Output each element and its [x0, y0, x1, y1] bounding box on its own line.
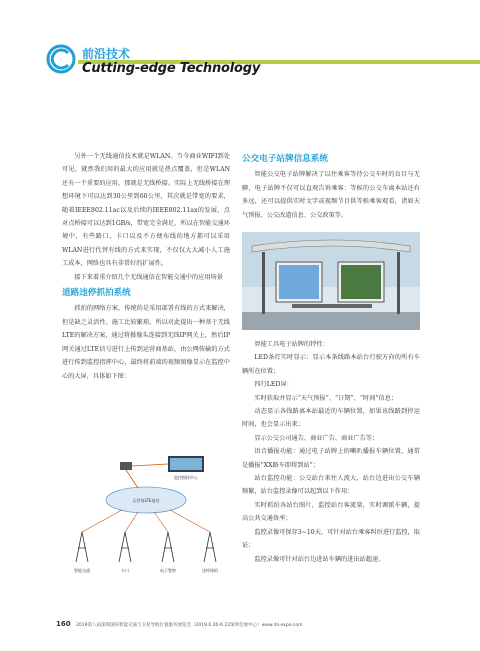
header-title-en: Cutting-edge Technology	[82, 61, 261, 76]
section-title-bus: 公交电子站牌信息系统	[242, 154, 328, 164]
parking-body: 抓拍的网络方案，传统的是采用部署有线的方式来解决，但是缺乏灵活性。施工比较繁琐，所以对此提出一种基于无线LTE的解决方案，通过将摄像头连接到无线IP网关上，然后IP网关通过LTE信号进行上传到运营商基站，由公网传输的方式进行传到监控指挥中心，最终将前端的视频图像显示在监控中心的大屏，具体如下图：	[62, 305, 230, 380]
left-column	[62, 150, 230, 383]
feature-item: 监控录像可针对站台边进站车辆的进出站超速、	[254, 555, 385, 563]
cloud-label: 运营商LTE基站	[132, 498, 160, 503]
page-footer	[56, 620, 303, 628]
page-number: 160	[56, 620, 71, 628]
right-column-bottom	[242, 338, 420, 566]
center-label: 监控指挥中心	[174, 475, 198, 480]
bus-stop-image	[242, 232, 420, 330]
node-label-4: 违停球机	[202, 568, 218, 573]
node-label-2: 卡口	[121, 568, 129, 573]
gateway-icon	[120, 462, 132, 470]
feature-item: 实时获取并显示“天气预报”、“日期”、“时间”信息；	[254, 394, 398, 402]
feature-item: 四行LED屏：	[254, 381, 293, 389]
feature-item: 监控录像可保存3~10天，可针对站台乘客纠纷进行监控，取证；	[242, 528, 420, 550]
feature-item: 语音播报功能：通过电子站牌上的喇叭播报车辆位置，通常是播报“XX路车即将到站”；	[242, 448, 420, 469]
intro-paragraph: 另外一个无线通信技术就是WLAN。当今商业WIFI到处可见，就然我们用的最大的应用就是热点覆盖，但是WLAN还有一个重要的应用，那就是无线桥接。实际上无线桥接在理想环境下可以达到30公里到60公里，其次就是带宽的要求，随着IEEE802.11ac以及后续的IEEE802.11ax的发展，点对点桥接可以达到1GB/s，带宽完全满足，所以在智能交通环境中，有些路口，卡口以及不方便布线的地方都可以采用WLAN进行代替有线的方式来实现，不仅仅大大减小人工施工成本，网络也具有非常好的扩展性。	[62, 153, 230, 268]
feature-item: 动态显示各线路离本站最近的车辆位置，如果该线路到停运时间，也会显示出来；	[242, 408, 420, 429]
feature-item: 站台监控功能：公交站台来往人流大，站台边进出公交车辆频繁，站台监控录像可以起到以下作用：	[242, 475, 420, 496]
monitor-center-icon	[168, 456, 204, 472]
footer-text: 2019第八届深圳国际智能交通与卫星导航位置服务展览会（2019.6.20-6.22深圳会展中心）www.its-expo.com	[76, 623, 303, 628]
tower-icon	[76, 532, 216, 562]
intro-paragraph-2: 接下来着重介绍几个无线通信在智能交通中的应用场景	[74, 273, 223, 281]
node-label-3: 电子警察	[160, 568, 176, 573]
section-title-parking: 道路违停抓拍系统	[62, 288, 131, 299]
bus-body: 智能公交电子站牌解决了以往乘客等待公交车时的盲目与无聊，电子站牌不仅可以直观告诉乘客：等候的公交车离本站还有多远，还可以提供实时文字或视频节目供等候乘客观看，诸如天气预报、公交改道信息、公交政策等。	[242, 171, 420, 219]
right-column-top	[242, 150, 420, 222]
network-diagram	[62, 452, 230, 582]
feature-item: 实时抓拍各站台图片，监控站台客流量，实时调派车辆，提高公共交通效率；	[242, 501, 420, 523]
node-label-1: 智能交通	[74, 568, 90, 573]
feature-item: 智能工具电子站牌的特性：	[254, 341, 329, 348]
section-logo-icon	[46, 44, 76, 74]
feature-item: LED条灯实时显示：显示本条线路本站台行驶方向的所有车辆所在位置；	[242, 354, 420, 375]
feature-item: 显示公交公司通告、商业广告、商业广告等；	[254, 434, 379, 442]
header-title-cn: 前沿技术	[82, 47, 131, 61]
